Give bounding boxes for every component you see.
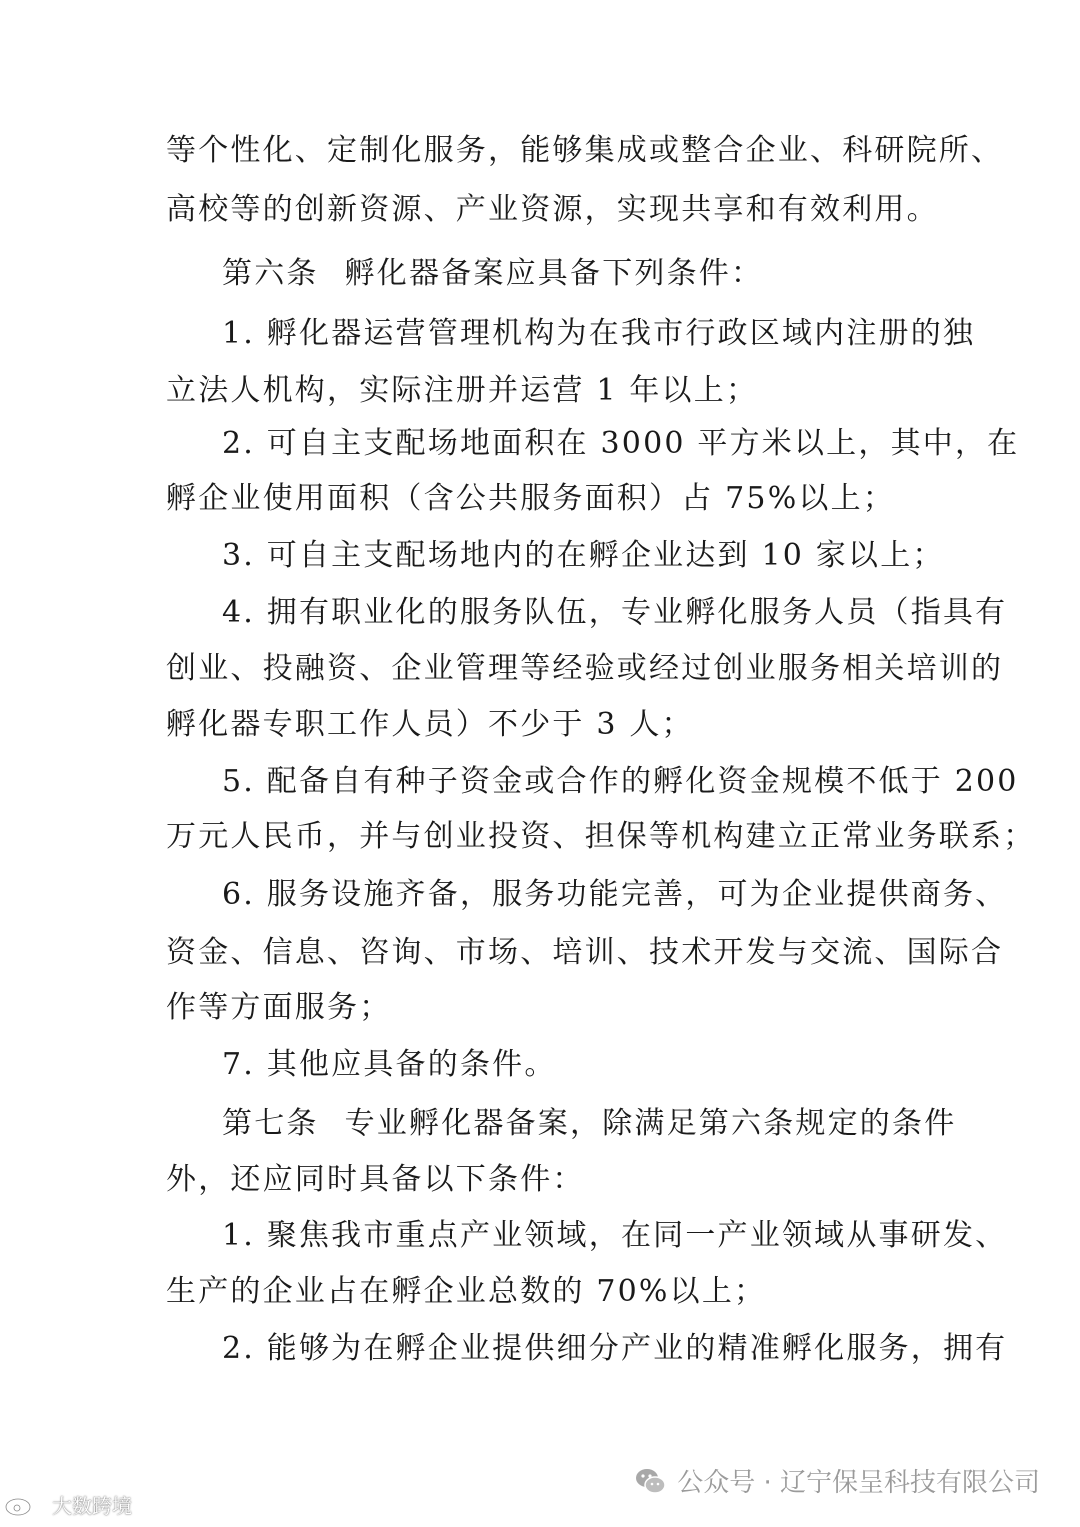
body-line: 2. 能够为在孵企业提供细分产业的精准孵化服务，拥有 (222, 1331, 1008, 1366)
body-line: 孵企业使用面积（含公共服务面积）占 75%以上； (166, 481, 896, 516)
body-line: 2. 可自主支配场地面积在 3000 平方米以上，其中，在 (222, 426, 1020, 461)
body-line: 创业、投融资、企业管理等经验或经过创业服务相关培训的 (166, 651, 1004, 686)
corner-watermark (2, 1490, 132, 1519)
corner-watermark-text: 大数跨境 (52, 1494, 132, 1518)
body-line: 万元人民币，并与创业投资、担保等机构建立正常业务联系； (166, 819, 1036, 854)
body-line: 6. 服务设施齐备，服务功能完善，可为企业提供商务、 (222, 877, 1008, 912)
body-line: 高校等的创新资源、产业资源，实现共享和有效利用。 (166, 192, 939, 227)
body-line: 5. 配备自有种子资金或合作的孵化资金规模不低于 200 (222, 764, 1019, 799)
body-line: 资金、信息、咨询、市场、培训、技术开发与交流、国际合 (166, 935, 1004, 970)
account-name: 公众号 · 辽宁保呈科技有限公司 (677, 1468, 1040, 1498)
wechat-icon (633, 1464, 667, 1498)
article-6-heading (222, 256, 916, 292)
body-line: 3. 可自主支配场地内的在孵企业达到 10 家以上； (222, 538, 945, 573)
article-7-heading (222, 1106, 957, 1142)
body-line: 等个性化、定制化服务，能够集成或整合企业、科研院所、 (166, 133, 1004, 168)
body-line: 7. 其他应具备的条件。 (222, 1047, 557, 1082)
body-line: 生产的企业占在孵企业总数的 70%以上； (166, 1274, 767, 1309)
article-7-label: 第七条 (222, 1106, 319, 1141)
body-line: 作等方面服务； (166, 990, 392, 1025)
body-line: 立法人机构，实际注册并运营 1 年以上； (166, 373, 759, 408)
article-6-text: 孵化器备案应具备下列条件： (344, 256, 764, 291)
body-line: 1. 孵化器运营管理机构为在我市行政区域内注册的独 (222, 316, 976, 351)
body-line: 孵化器专职工作人员）不少于 3 人； (166, 707, 694, 742)
account-watermark (633, 1462, 1040, 1499)
article-6-label: 第六条 (222, 256, 319, 291)
body-line: 4. 拥有职业化的服务队伍，专业孵化服务人员（指具有 (222, 595, 1008, 630)
body-line: 1. 聚焦我市重点产业领域，在同一产业领域从事研发、 (222, 1218, 1008, 1253)
article-7-text: 专业孵化器备案，除满足第六条规定的条件 (344, 1106, 957, 1141)
weibo-icon (2, 1492, 48, 1518)
body-line: 外，还应同时具备以下条件： (166, 1162, 585, 1197)
